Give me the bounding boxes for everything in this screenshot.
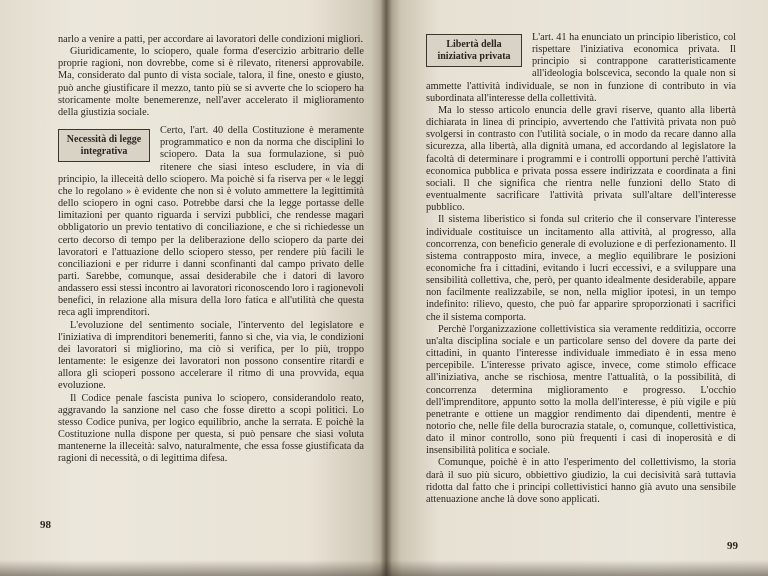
right-text-column xyxy=(426,32,736,506)
left-paragraph-2: Giuridicamente, lo sciopero, quale forma d'esercizio arbitrario delle proprie ragioni, non dovrebbe, come si è rilevato, ritenersi approvabile. Ma, considerato dal punto di vista sociale, talora, il fine, onesto e giusto, può anche giustificare il mezzo, tanto più se si avverte che lo sciopero ha storicamente molte benemerenze, nell'aver accelerato il miglioramento della giustizia sociale. xyxy=(58,46,364,118)
left-paragraph-5: Il Codice penale fascista puniva lo sciopero, considerandolo reato, aggravando la sanzione nel caso che fosse diretto a scopi politici. Lo stesso Codice puniva, per logico equilibrio, anche la serrata. E poichè la Costituzione nulla dispone per questa, si può pensare che siasi voluta mantenerne la illeceità: salvo, naturalmente, che essa fosse giustificata da ragioni di necessità, o di legittima difesa. xyxy=(58,392,364,465)
book-gutter xyxy=(380,0,392,576)
sidenote-iniziativa-privata: Libertà della iniziativa privata xyxy=(426,34,522,67)
right-paragraph-1: L'art. 41 ha enunciato un principio liberistico, col rispettare l'iniziativa economica privata. Il principio si contrappone caratteristicamente all'ideologia bolscevica, secondo la quale non si ammette l'attività individuale, se non in funzione di contributo in via subordinata all'interesse della collettività. xyxy=(426,32,736,104)
left-paragraph-4: L'evoluzione del sentimento sociale, l'intervento del legislatore e l'iniziativa di imprenditori benemeriti, fanno sì che, via via, le condizioni dei lavoratori si migliorino, ma ciò si verifica, per lo più, troppo lentamente: le esigenze dei lavoratori non possono consentire ritardi e allora gli scioperi possono accelerare il ritmo di una provvida, equa evoluzione. xyxy=(58,319,364,392)
right-paragraph-5: Comunque, poichè è in atto l'esperimento del collettivismo, la storia darà il suo più sicuro, obbiettivo giudizio, la cui decisività sarà tuttavia ridotta dal fatto che i principi collettivistici hanno già avuto una sensibile attenuazione anche là dove sono applicati. xyxy=(426,457,736,505)
left-page-number: 98 xyxy=(40,519,51,531)
right-page-number: 99 xyxy=(727,540,738,552)
right-page xyxy=(386,0,768,576)
left-paragraph-3: Certo, l'art. 40 della Costituzione è meramente programmatico e non da norma che disciplini lo sciopero. Data la sua formulazione, si può ritenere che siasi inteso escludere, in via di principio, la illeceità dello sciopero. Ma poichè si fa riserva per « le leggi che lo regolano » è evidente che non si è voluto ammettere la legittimità dello sciopero in ogni caso. Potrebbe darsi che la legge portasse delle limitazioni per quanto riguarda i servizi pubblici, che rendesse magari obbligatorio un previo tentativo di conciliazione, e che si richiedesse un certo decorso di tempo per la deliberazione dello sciopero da parte dei lavoratori e l'attuazione dello sciopero stesso, per rendere più facili le conciliazioni e per ridurre i danni sconfinanti dal campo privato delle parti. Sarebbe, comunque, assai desiderabile che i datori di lavoro andassero essi stessi incontro ai lavoratori riconoscendo loro i ragionevoli benefici, in relazione alla misura della loro fatica e all'utilità che questa reca agli imprenditori. xyxy=(58,125,364,319)
right-paragraph-4: Perchè l'organizzazione collettivistica sia veramente redditizia, occorre un'alta disciplina sociale e un particolare senso del dovere da parte dei cittadini, in quanto l'interesse individuale immediato è in essa meno percepibile. L'interesse privato agisce, invece, come stimolo efficace all'iniziativa, anche se rischiosa, mentre l'attualità, o la possibilità, di concorrenza determina miglioramento e progresso. L'occhio dell'imprenditore, appunto sotto la molla dell'interesse, è più vigile e più penetrante e ottiene un maggior rendimento dai dipendenti, mentre è notorio che, nelle file della burocrazia statale, o, comunque, collettivistica, dato il minor controllo, sono più frequenti i casi di inoperosità e di insensibilità politica e sociale. xyxy=(426,323,736,457)
right-paragraph-2: Ma lo stesso articolo enuncia delle gravi riserve, quanto alla libertà dichiarata in linea di principio, avvertendo che l'attività privata non può svolgersi in contrasto con l'utilità sociale, o in modo da recare danno alla sicurezza, alla libertà, alla dignità umana, ed accordando al legislatore la facoltà di determinare i programmi e i controlli opportuni perchè l'attività economica pubblica e privata possa essere indirizzata e coordinata a fini sociali. Il che significa che rientra nelle funzioni dello Stato di eventualmente sacrificare l'attività privata sull'altare dell'interesse pubblico. xyxy=(426,104,736,214)
sidenote-legge-integrativa: Necessità di legge integrativa xyxy=(58,129,150,162)
left-text-column xyxy=(58,34,364,465)
right-paragraph-3: Il sistema liberistico si fonda sul criterio che il conservare l'interesse individuale costituisce un incitamento alla attività, al progresso, alla concorrenza, con beneficio generale di evoluzione e di perfezionamento. Il sistema contrapposto mira, invece, a meglio equilibrare le posizioni economiche fra i cittadini, evitando i lucri eccessivi, e a sviluppare una sensibilità collettiva, che, però, per quanto idealmente desiderabile, appare non facilmente realizzabile, se non, nella miglior ipotesi, in un tempo indefinito: rilievo, questo, che può far apparire sproporzionati i sacrifici che il sistema comporta. xyxy=(426,214,736,323)
left-paragraph-1: narlo a venire a patti, per accordare ai lavoratori delle condizioni migliori. xyxy=(58,34,364,45)
page-bottom-shadow xyxy=(0,560,768,576)
